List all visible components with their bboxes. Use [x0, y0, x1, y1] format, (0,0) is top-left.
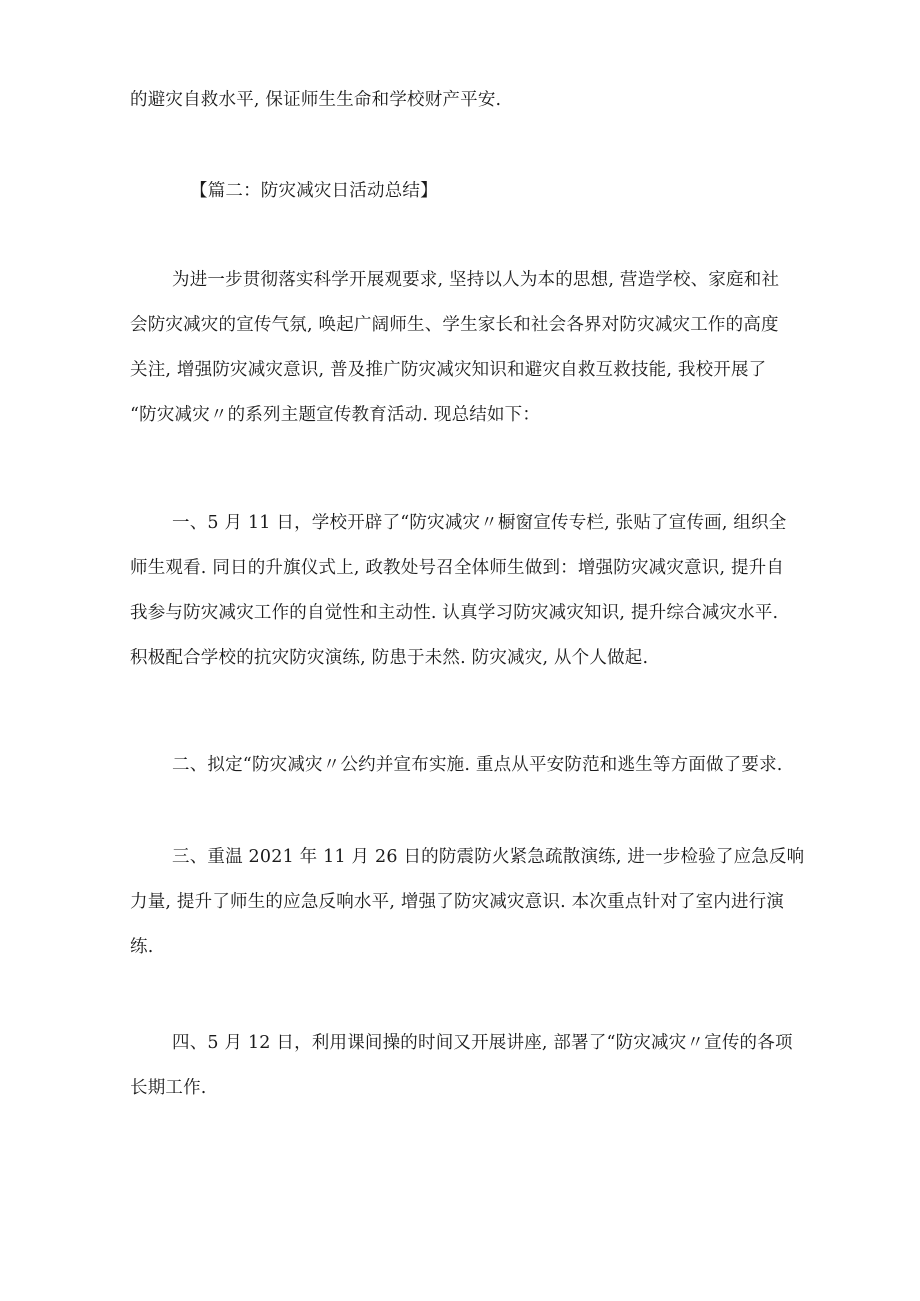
paragraph-intro-line: 关注, 增强防灾减灾意识, 普及推广防灾减灾知识和避灾自救互救技能, 我校开展了 [130, 360, 767, 380]
paragraph-item-1-line: 积极配合学校的抗灾防灾演练, 防患于未然. 防灾减灾, 从个人做起. [130, 648, 649, 668]
paragraph-item-4-line: 四、5 月 12 日，利用课间操的时间又开展讲座, 部署了“防灾减灾〃宣传的各项 [172, 1033, 793, 1053]
paragraph-item-3-line: 力量, 提升了师生的应急反响水平, 增强了防灾减灾意识. 本次重点针对了室内进行演 [130, 892, 785, 912]
paragraph-item-1-line: 师生观看. 同日的升旗仪式上, 政教处号召全体师生做到：增强防灾减灾意识, 提升自 [130, 558, 785, 578]
paragraph-intro-line: 会防灾减灾的宣传气氛, 唤起广阔师生、学生家长和社会各界对防灾减灾工作的高度 [130, 315, 779, 335]
paragraph-item-1-line: 我参与防灾减灾工作的自觉性和主动性. 认真学习防灾减灾知识, 提升综合减灾水平. [130, 603, 779, 623]
section-title: 【篇二：防灾减灾日活动总结】 [190, 181, 438, 201]
paragraph-item-4-line: 长期工作. [130, 1078, 207, 1098]
paragraph-item-1-line: 一、5 月 11 日，学校开辟了“防灾减灾〃橱窗宣传专栏, 张贴了宣传画, 组织全 [172, 513, 787, 533]
paragraph-item-3-line: 练. [130, 937, 154, 957]
paragraph-intro-line: “防灾减灾〃的系列主题宣传教育活动. 现总结如下： [130, 405, 541, 425]
paragraph-intro-line: 为进一步贯彻落实科学开展观要求, 坚持以人为本的思想, 营造学校、家庭和社 [172, 270, 780, 290]
paragraph-item-2-line: 二、拟定“防灾减灾〃公约并宣布实施. 重点从平安防范和逃生等方面做了要求. [172, 755, 783, 775]
paragraph-item-3-line: 三、重温 2021 年 11 月 26 日的防震防火紧急疏散演练, 进一步检验了应急反响 [172, 847, 805, 867]
body-line: 的避灾自救水平, 保证师生生命和学校财产平安. [130, 90, 502, 110]
